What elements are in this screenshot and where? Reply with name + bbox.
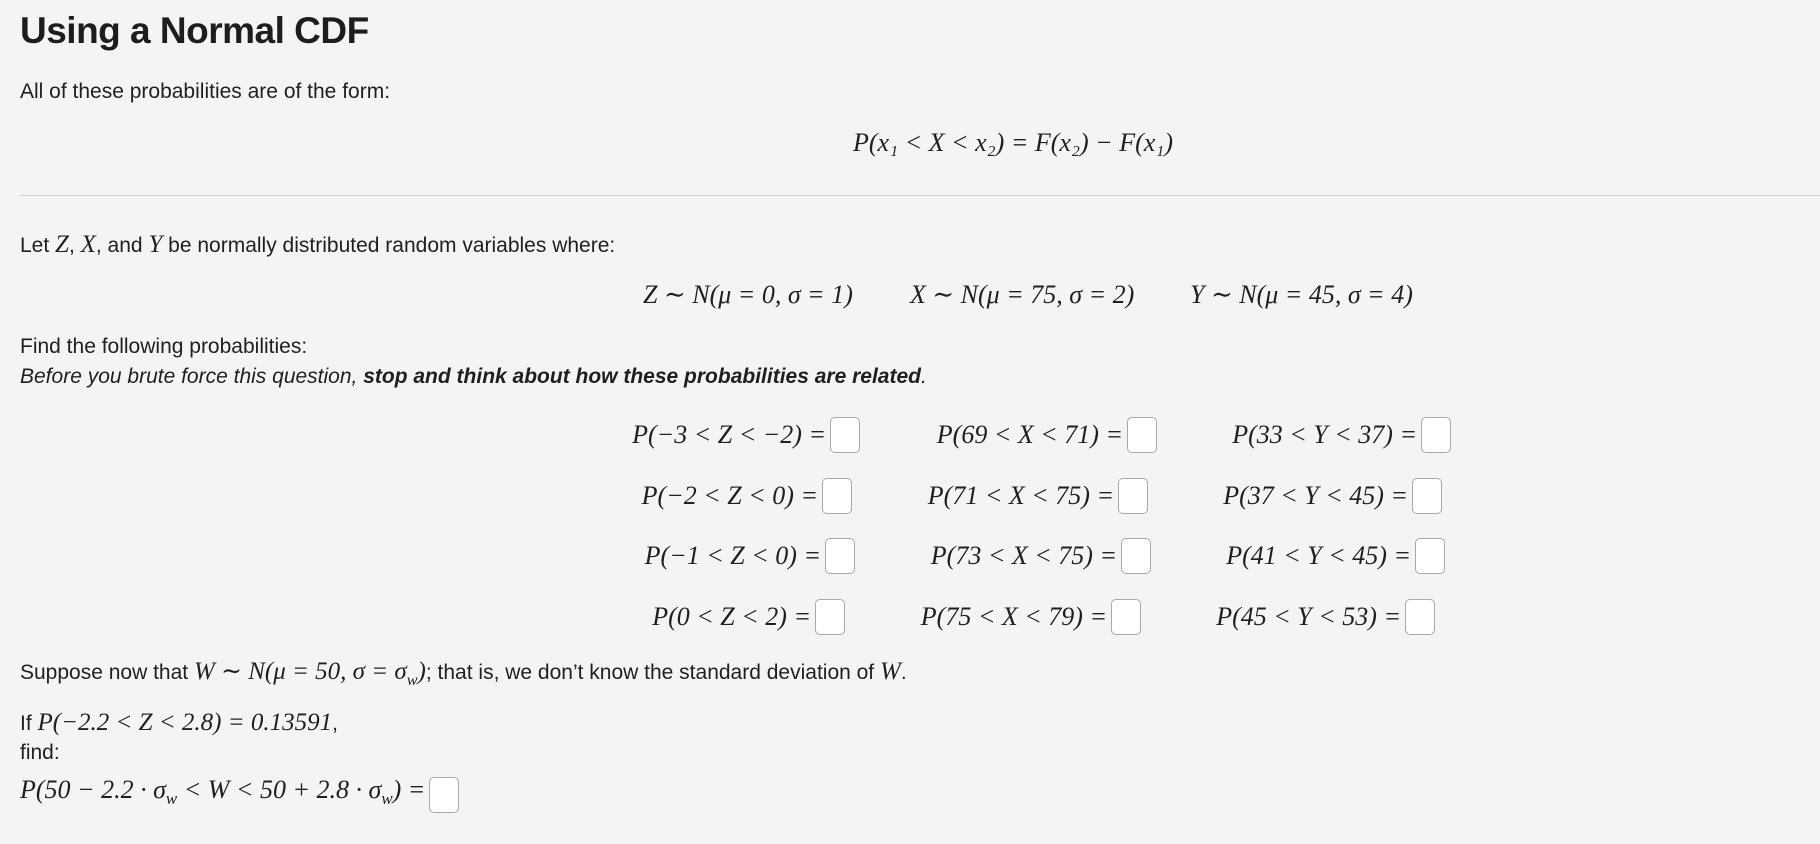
problem-expression: P(−1 < Z < 0) =: [644, 541, 821, 571]
answer-input[interactable]: [1415, 538, 1445, 574]
answer-input[interactable]: [1111, 599, 1141, 635]
page-title: Using a Normal CDF: [20, 10, 369, 51]
problem-expression: P(71 < X < 75) =: [927, 481, 1114, 511]
problem-expression: P(73 < X < 75) =: [930, 541, 1117, 571]
answer-input[interactable]: [822, 478, 852, 514]
dist-z: Z ∼ N(μ = 0, σ = 1): [643, 280, 853, 309]
final-expr-b: < W < 50 + 2.8 · σ: [177, 775, 382, 804]
var-y: Y: [148, 231, 163, 258]
problem-x-4: [921, 595, 1141, 635]
intro-text: All of these probabilities are of the form:: [20, 80, 391, 103]
problem-y-2: [1223, 474, 1442, 514]
problem-z-3: [645, 534, 855, 574]
final-expr-c: ) =: [392, 775, 426, 804]
find-instructions: Find the following probabilities:: [20, 335, 308, 358]
problem-x-1: [937, 413, 1157, 453]
problem-expression: P(0 < Z < 2) =: [652, 602, 811, 632]
suppose-math-sub: w: [406, 671, 418, 689]
hint-bold: stop and think about how these probabilities are related: [363, 365, 921, 388]
if-math: P(−2.2 < Z < 2.8) = 0.13591: [37, 709, 333, 736]
problem-y-3: [1226, 534, 1445, 574]
answer-input[interactable]: [1121, 538, 1151, 574]
if-text: [20, 710, 338, 737]
problem-expression: P(−3 < Z < −2) =: [632, 420, 826, 450]
problem-x-2: [928, 474, 1148, 514]
problem-y-4: [1216, 595, 1435, 635]
hint-text: [20, 364, 927, 390]
dist-y: Y ∼ N(μ = 45, σ = 4): [1190, 280, 1413, 309]
problem-expression: P(69 < X < 71) =: [936, 420, 1123, 450]
var-x: X: [80, 231, 96, 258]
answer-input[interactable]: [1118, 478, 1148, 514]
if-suffix: ,: [332, 712, 338, 735]
problem-expression: P(45 < Y < 53) =: [1216, 602, 1401, 632]
section-divider: [20, 195, 1820, 196]
final-sub-2: w: [381, 789, 393, 809]
problem-expression: P(75 < X < 79) =: [920, 602, 1107, 632]
suppose-suffix: ; that is, we don’t know the standard deviation of: [425, 661, 880, 684]
problem-expression: P(41 < Y < 45) =: [1226, 541, 1411, 571]
let-suffix: be normally distributed random variables where:: [162, 234, 616, 257]
suppose-text: [20, 659, 907, 693]
answer-input[interactable]: [1127, 417, 1157, 453]
answer-input[interactable]: [1405, 599, 1435, 635]
answer-input[interactable]: [1412, 478, 1442, 514]
hint-prefix: Before you brute force this question,: [20, 365, 364, 388]
dist-x: X ∼ N(μ = 75, σ = 2): [910, 280, 1135, 309]
comma: ,: [68, 234, 81, 257]
problem-z-1: [632, 413, 860, 453]
suppose-math-main: W ∼ N(μ = 50, σ = σ: [193, 658, 407, 685]
suppose-math-end: ): [417, 658, 426, 685]
find-label: find:: [20, 741, 60, 764]
var-z: Z: [55, 231, 69, 258]
problem-expression: P(33 < Y < 37) =: [1232, 420, 1417, 450]
final-expression: [20, 775, 426, 809]
answer-input[interactable]: [429, 777, 459, 813]
problem-z-4: [652, 595, 845, 635]
cdf-formula: [853, 128, 1173, 158]
problem-expression: P(−2 < Z < 0) =: [641, 481, 818, 511]
and-text: , and: [95, 234, 149, 257]
definitions-text: [20, 232, 615, 259]
final-expr-a: P(50 − 2.2 · σ: [20, 775, 166, 804]
problem-x-3: [931, 534, 1151, 574]
suppose-prefix: Suppose now that: [20, 661, 194, 684]
cdf-formula-text: P(x₁ < X < x₂) = F(x₂) − F(x₁): [853, 128, 1173, 157]
suppose-end: .: [900, 661, 907, 684]
answer-input[interactable]: [815, 599, 845, 635]
answer-input[interactable]: [1421, 417, 1451, 453]
problem-z-2: [642, 474, 852, 514]
answer-input[interactable]: [830, 417, 860, 453]
problem-expression: P(37 < Y < 45) =: [1223, 481, 1408, 511]
final-problem: [20, 770, 459, 810]
let-prefix: Let: [20, 234, 56, 257]
suppose-math: [193, 658, 426, 689]
hint-suffix: .: [920, 365, 927, 388]
problem-y-1: [1232, 413, 1451, 453]
final-sub-1: w: [165, 789, 178, 809]
answer-input[interactable]: [825, 538, 855, 574]
suppose-var: W: [879, 658, 901, 685]
if-prefix: If: [20, 712, 38, 735]
